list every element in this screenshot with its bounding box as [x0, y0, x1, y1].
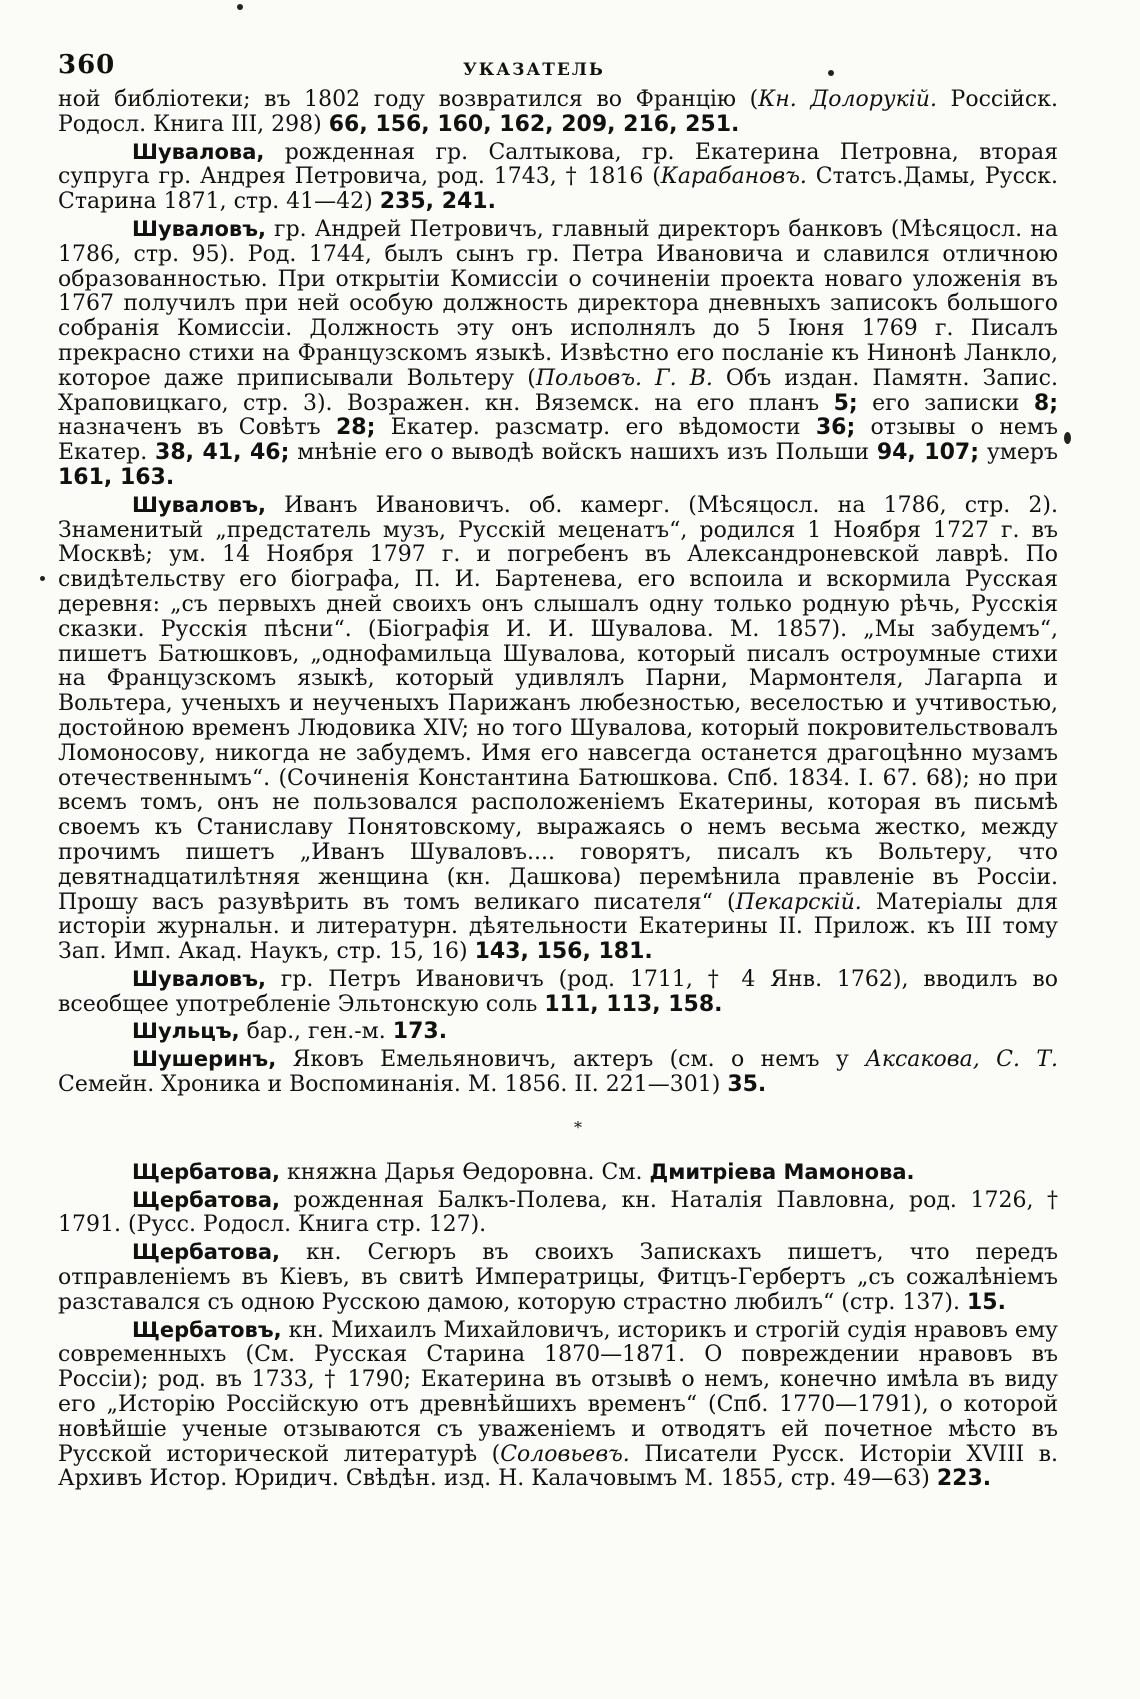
entry-text: гр. Петръ Ивановичъ (род. 1711, † 4 Янв. 1762), вводилъ во всеобщее употребленіе Эльтонскую соль	[58, 966, 1058, 1017]
page-references: 36;	[815, 415, 856, 441]
index-entry	[58, 1047, 1058, 1098]
page-references: 8;	[1033, 390, 1058, 416]
page-references: 35.	[727, 1072, 767, 1098]
entry-text: Писатели Русск. Исторіи XVIII в. Архивъ Истор. Юридич. Свѣдѣн. изд. Н. Калачовымъ М. 1855, стр. 49—63)	[58, 1441, 1059, 1492]
entry-text: назначенъ въ Совѣтъ	[58, 415, 336, 441]
running-title: УКАЗАТЕЛЬ	[463, 60, 605, 80]
page-references: 38, 41, 46;	[155, 440, 290, 466]
page-references: 173.	[392, 1019, 448, 1045]
entry-headword: Шувалова,	[132, 139, 265, 164]
entry-text: Матеріалы для исторіи журнальн. и литературн. дѣятельности Екатерины II. Прилож. къ III тому Зап. Имп. Акад. Наукъ, стр. 15, 16)	[58, 889, 1058, 965]
entry-text: рожденная гр. Салтыкова, гр. Екатерина Петровна, вторая супруга гр. Андрея Петровича, род. 1743, † 1816 (	[58, 139, 1058, 190]
page-references: 28;	[335, 415, 376, 441]
entry-text: бар., ген.-м.	[239, 1019, 393, 1045]
entry-continuation	[58, 88, 1058, 138]
page-references: 161, 163.	[58, 464, 175, 490]
entry-text: мнѣніе его о выводѣ войскъ нашихъ изъ Польши	[289, 440, 877, 466]
page-references: 15.	[966, 1289, 1006, 1315]
entry-text: кн. Михаилъ Михайловичъ, историкъ и строгій судія нравовъ ему современныхъ (См. Русская Старина 1870—1871. О повреждении нравовъ въ Россіи); род. въ 1733, † 1790; Екатерина въ отзывѣ о немъ, конечно имѣла въ виду его „Исторію Россійскую отъ древнѣйшихъ временъ“ (Спб. 1770—1791), о которой новѣйшіе ученые отзываются съ уваженіемъ и отводятъ ей почетное мѣсто въ Русской исторической литературѣ (	[58, 1317, 1058, 1467]
print-speck	[1064, 432, 1071, 444]
page-references: 223.	[936, 1466, 992, 1492]
entry-text: рожденная Балкъ-Полева, кн. Наталія Павловна, род. 1726, † 1791. (Русс. Родосл. Книга стр. 127).	[58, 1187, 1058, 1238]
italic-source: Пекарскій.	[735, 889, 862, 915]
entry-text: Статсъ.Дамы, Русск. Старина 1871, стр. 41—42)	[58, 164, 1058, 215]
entry-text: умеръ	[979, 440, 1059, 466]
entry-text: Объ издан. Памятн. Запис. Храповицкаго, стр. 3). Возражен. кн. Вяземск. на его планъ	[58, 365, 1058, 416]
page-number: 360	[58, 50, 116, 80]
index-entry	[58, 1019, 1058, 1045]
entry-text: Иванъ Ивановичъ. об. камерг. (Мѣсяцосл. на 1786, стр. 2). Знаменитый „предстатель музъ, Русскій меценатъ“, родился 1 Ноября 1727 г. въ Москвѣ; ум. 14 Ноября 1797 г. и погребенъ въ Александроневской лаврѣ. По свидѣтельству его біографа, П. И. Бартенева, его вспоила и вскормила Русская деревня: „съ первыхъ дней своихъ онъ слышалъ одну только родную рѣчь, Русскія сказки. Русскія пѣсни“. (Біографія И. И. Шувалова. М. 1857). „Мы забудемъ“, пишетъ Батюшковъ, „однофамильца Шувалова, который писалъ остроумные стихи на Французскомъ языкѣ, который удивлялъ Парни, Мармонтеля, Лагарпа и Вольтера, ученыхъ и неученыхъ Парижанъ любезностью, веселостью и учтивостью, достойною временъ Людовика XIV; но того Шувалова, который покровительствовалъ Ломоносову, никогда не забудемъ. Имя его навсегда останется драгоцѣнно музамъ отечественнымъ“. (Сочиненія Константина Батюшкова. Спб. 1834. I. 67. 68); но при всемъ томъ, онъ не пользовался расположеніемъ Екатерины, которая въ письмѣ своемъ къ Станиславу Понятовскому, выражаясь о немъ весьма жестко, между прочимъ пишетъ „Иванъ Шуваловъ.... говорятъ, писалъ къ Вольтеру, что девятнадцатилѣтняя женщина (кн. Дашкова) перемѣнила правленіе въ Россіи. Прошу васъ разувѣрить въ томъ великаго писателя“ (	[58, 492, 1058, 915]
index-entry	[58, 1160, 1058, 1186]
print-speck	[40, 576, 45, 581]
entry-headword: Шуваловъ,	[132, 492, 266, 517]
entry-headword: Шуваловъ,	[132, 966, 266, 991]
page-references: 235, 241.	[379, 189, 496, 215]
print-speck	[237, 4, 243, 10]
entry-headword: Дмитріева Мамонова.	[649, 1159, 915, 1184]
entry-text: гр. Андрей Петровичъ, главный директоръ банковъ (Мѣсяцосл. на 1786, стр. 95). Род. 1744, былъ сынъ гр. Петра Ивановича и славился отличною образованностью. При открытіи Комиссіи о сочиненіи проекта новаго уложенія въ 1767 получилъ при ней особую должность директора дневныхъ записокъ большого собранія Комиссіи. Должность эту онъ исполнялъ до 5 Іюня 1769 г. Писалъ прекрасно стихи на Французскомъ языкѣ. Извѣстно его посланіе къ Нинонѣ Ланкло, которое даже приписывали Вольтеру (	[58, 216, 1058, 391]
entry-text: Семейн. Хроника и Воспоминанія. М. 1856. II. 221—301)	[58, 1072, 728, 1098]
index-entry	[58, 1240, 1058, 1315]
entry-text: княжна Дарья Ѳедоровна. См.	[279, 1159, 650, 1185]
page-references: 66, 156, 160, 162, 209, 216, 251.	[328, 111, 740, 137]
entry-text: ной библіотеки; въ 1802 году возвратился во Францію (	[58, 87, 759, 112]
italic-source: Соловьевъ.	[500, 1441, 630, 1467]
entry-text: его записки	[857, 390, 1034, 416]
index-entry	[58, 967, 1058, 1018]
index-entry	[58, 1188, 1058, 1239]
index-entry	[58, 140, 1058, 215]
index-entry	[58, 493, 1058, 965]
index-entry	[58, 217, 1058, 491]
entry-text: Екатер. разсматр. его вѣдомости	[375, 415, 816, 441]
index-entry	[58, 1318, 1058, 1493]
page-references: 94, 107;	[876, 440, 980, 466]
page-header	[58, 40, 1058, 88]
italic-source: Карабановъ.	[660, 164, 807, 190]
print-speck	[828, 70, 834, 76]
page-references: 5;	[833, 390, 858, 416]
entry-text: Яковъ Емельяновичъ, актеръ (см. о немъ у	[276, 1047, 866, 1073]
section-separator: *	[574, 1117, 582, 1137]
entry-headword: Шушеринъ,	[132, 1047, 277, 1072]
italic-source: Польовъ. Г. В.	[535, 365, 713, 391]
italic-source: Аксакова, С. Т.	[865, 1047, 1059, 1073]
page	[58, 40, 1058, 1492]
page-references: 111, 113, 158.	[544, 991, 723, 1017]
entry-headword: Щербатова,	[132, 1159, 280, 1184]
entry-headword: Щербатова,	[132, 1187, 280, 1212]
entry-text: кн. Сегюръ въ своихъ Запискахъ пишетъ, что передъ отправленіемъ въ Кіевъ, въ свитѣ Императрицы, Фитцъ-Гербертъ „съ сожалѣніемъ разставался съ одною Русскою дамою, которую страстно любилъ“ (стр. 137).	[58, 1240, 1058, 1315]
entry-headword: Щербатовъ,	[132, 1317, 282, 1342]
italic-source: Кн. Долорукій.	[758, 87, 937, 112]
entry-text: отзывы о немъ Екатер.	[58, 415, 1059, 466]
entry-headword: Шульцъ,	[132, 1019, 240, 1044]
index-entries	[58, 88, 1058, 1492]
entry-headword: Шуваловъ,	[132, 216, 266, 241]
page-references: 143, 156, 181.	[474, 939, 653, 965]
entry-headword: Щербатова,	[132, 1240, 280, 1265]
entry-text: Россійск. Родосл. Книга III, 298)	[58, 87, 1058, 137]
